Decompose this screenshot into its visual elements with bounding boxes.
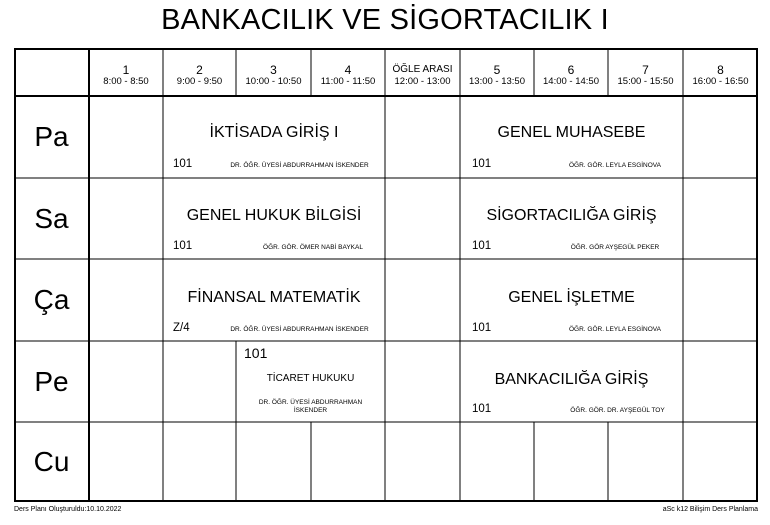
course-name: İKTİSADA GİRİŞ I — [209, 124, 339, 141]
course-name: TİCARET HUKUKU — [266, 373, 355, 384]
period-header-8 — [683, 48, 758, 96]
period-header-lunch — [385, 48, 460, 96]
teacher-name: ÖĞR. GÖR. LEYLA ESGİNOVA — [569, 326, 661, 333]
room-number: Z/4 — [173, 322, 190, 334]
lesson-block[interactable] — [163, 96, 385, 178]
room-number: 101 — [472, 240, 492, 252]
period-number: 1 — [122, 63, 130, 77]
teacher-name: ÖĞR. GÖR. LEYLA ESGİNOVA — [569, 162, 661, 169]
lesson-block[interactable] — [460, 178, 683, 259]
period-header-2 — [163, 48, 236, 96]
lesson-block[interactable] — [460, 259, 683, 341]
teacher-name: ÖĞR. GÖR AYŞEGÜL PEKER — [570, 244, 660, 251]
timetable-grid — [14, 48, 758, 502]
day-label-monday: Pa — [34, 121, 69, 152]
room-number: 101 — [173, 240, 193, 252]
period-time: 14:00 - 14:50 — [543, 76, 599, 87]
period-number: 4 — [344, 63, 352, 77]
lesson-block[interactable] — [460, 96, 683, 178]
teacher-name: ÖĞR. GÖR. ÖMER NABİ BAYKAL — [263, 244, 363, 251]
period-number: 3 — [270, 63, 277, 77]
course-name: GENEL MUHASEBE — [497, 124, 646, 141]
period-header-5 — [460, 48, 534, 96]
period-time: 11:00 - 11:50 — [320, 76, 376, 87]
period-time: 16:00 - 16:50 — [692, 76, 749, 87]
room-number: 101 — [244, 345, 268, 361]
period-time: 10:00 - 10:50 — [245, 76, 302, 87]
lesson-block[interactable] — [163, 178, 385, 259]
footer-software: aSc k12 Bilişim Ders Planlama — [662, 506, 758, 513]
period-header-6 — [534, 48, 608, 96]
lesson-block[interactable] — [163, 259, 385, 341]
period-time: 9:00 - 9:50 — [176, 76, 223, 87]
day-label-thursday: Pe — [34, 365, 69, 397]
period-header-7 — [608, 48, 683, 96]
period-time: 12:00 - 13:00 — [394, 76, 451, 87]
room-number: 101 — [472, 158, 492, 170]
period-number: 2 — [196, 63, 203, 77]
room-number: 101 — [173, 158, 193, 170]
room-number: 101 — [472, 403, 492, 415]
lesson-block[interactable] — [236, 341, 385, 422]
period-header-3 — [236, 48, 311, 96]
period-number: 6 — [567, 63, 575, 77]
day-label-wednesday: Ça — [33, 284, 70, 315]
period-number: 7 — [642, 63, 649, 77]
period-time: 15:00 - 15:50 — [617, 76, 674, 87]
period-header-4 — [311, 48, 385, 96]
period-number: ÖĞLE ARASI — [392, 64, 453, 75]
teacher-name: DR. ÖĞR. ÜYESİ ABDURRAHMAN İSKENDER — [230, 162, 369, 169]
period-time: 8:00 - 8:50 — [103, 76, 149, 87]
course-name: GENEL İŞLETME — [508, 289, 635, 306]
course-name: BANKACILIĞA GİRİŞ — [494, 371, 649, 388]
teacher-name: ÖĞR. GÖR. DR. AYŞEGÜL TOY — [570, 407, 665, 414]
footer-created-date: Ders Planı Oluşturuldu:10.10.2022 — [14, 506, 122, 513]
course-name: SİGORTACILIĞA GİRİŞ — [486, 207, 657, 224]
period-time: 13:00 - 13:50 — [469, 76, 525, 87]
period-number: 5 — [493, 63, 501, 77]
day-label-friday: Cu — [33, 446, 70, 477]
period-number: 8 — [717, 63, 724, 77]
room-number: 101 — [472, 322, 492, 334]
teacher-name: DR. ÖĞR. ÜYESİ ABDURRAHMAN İSKENDER — [230, 326, 369, 333]
lesson-block[interactable] — [460, 341, 683, 422]
teacher-name — [236, 399, 385, 415]
course-name: GENEL HUKUK BİLGİSİ — [186, 207, 362, 224]
day-label-tuesday: Sa — [34, 202, 69, 234]
timetable-title: BANKACILIK VE SİGORTACILIK I — [161, 4, 609, 36]
teacher-name-line: İSKENDER — [293, 407, 328, 414]
course-name: FİNANSAL MATEMATİK — [187, 289, 361, 306]
teacher-name-line: DR. ÖĞR. ÜYESİ ABDURRAHMAN — [258, 399, 363, 406]
period-header-1 — [89, 48, 163, 96]
